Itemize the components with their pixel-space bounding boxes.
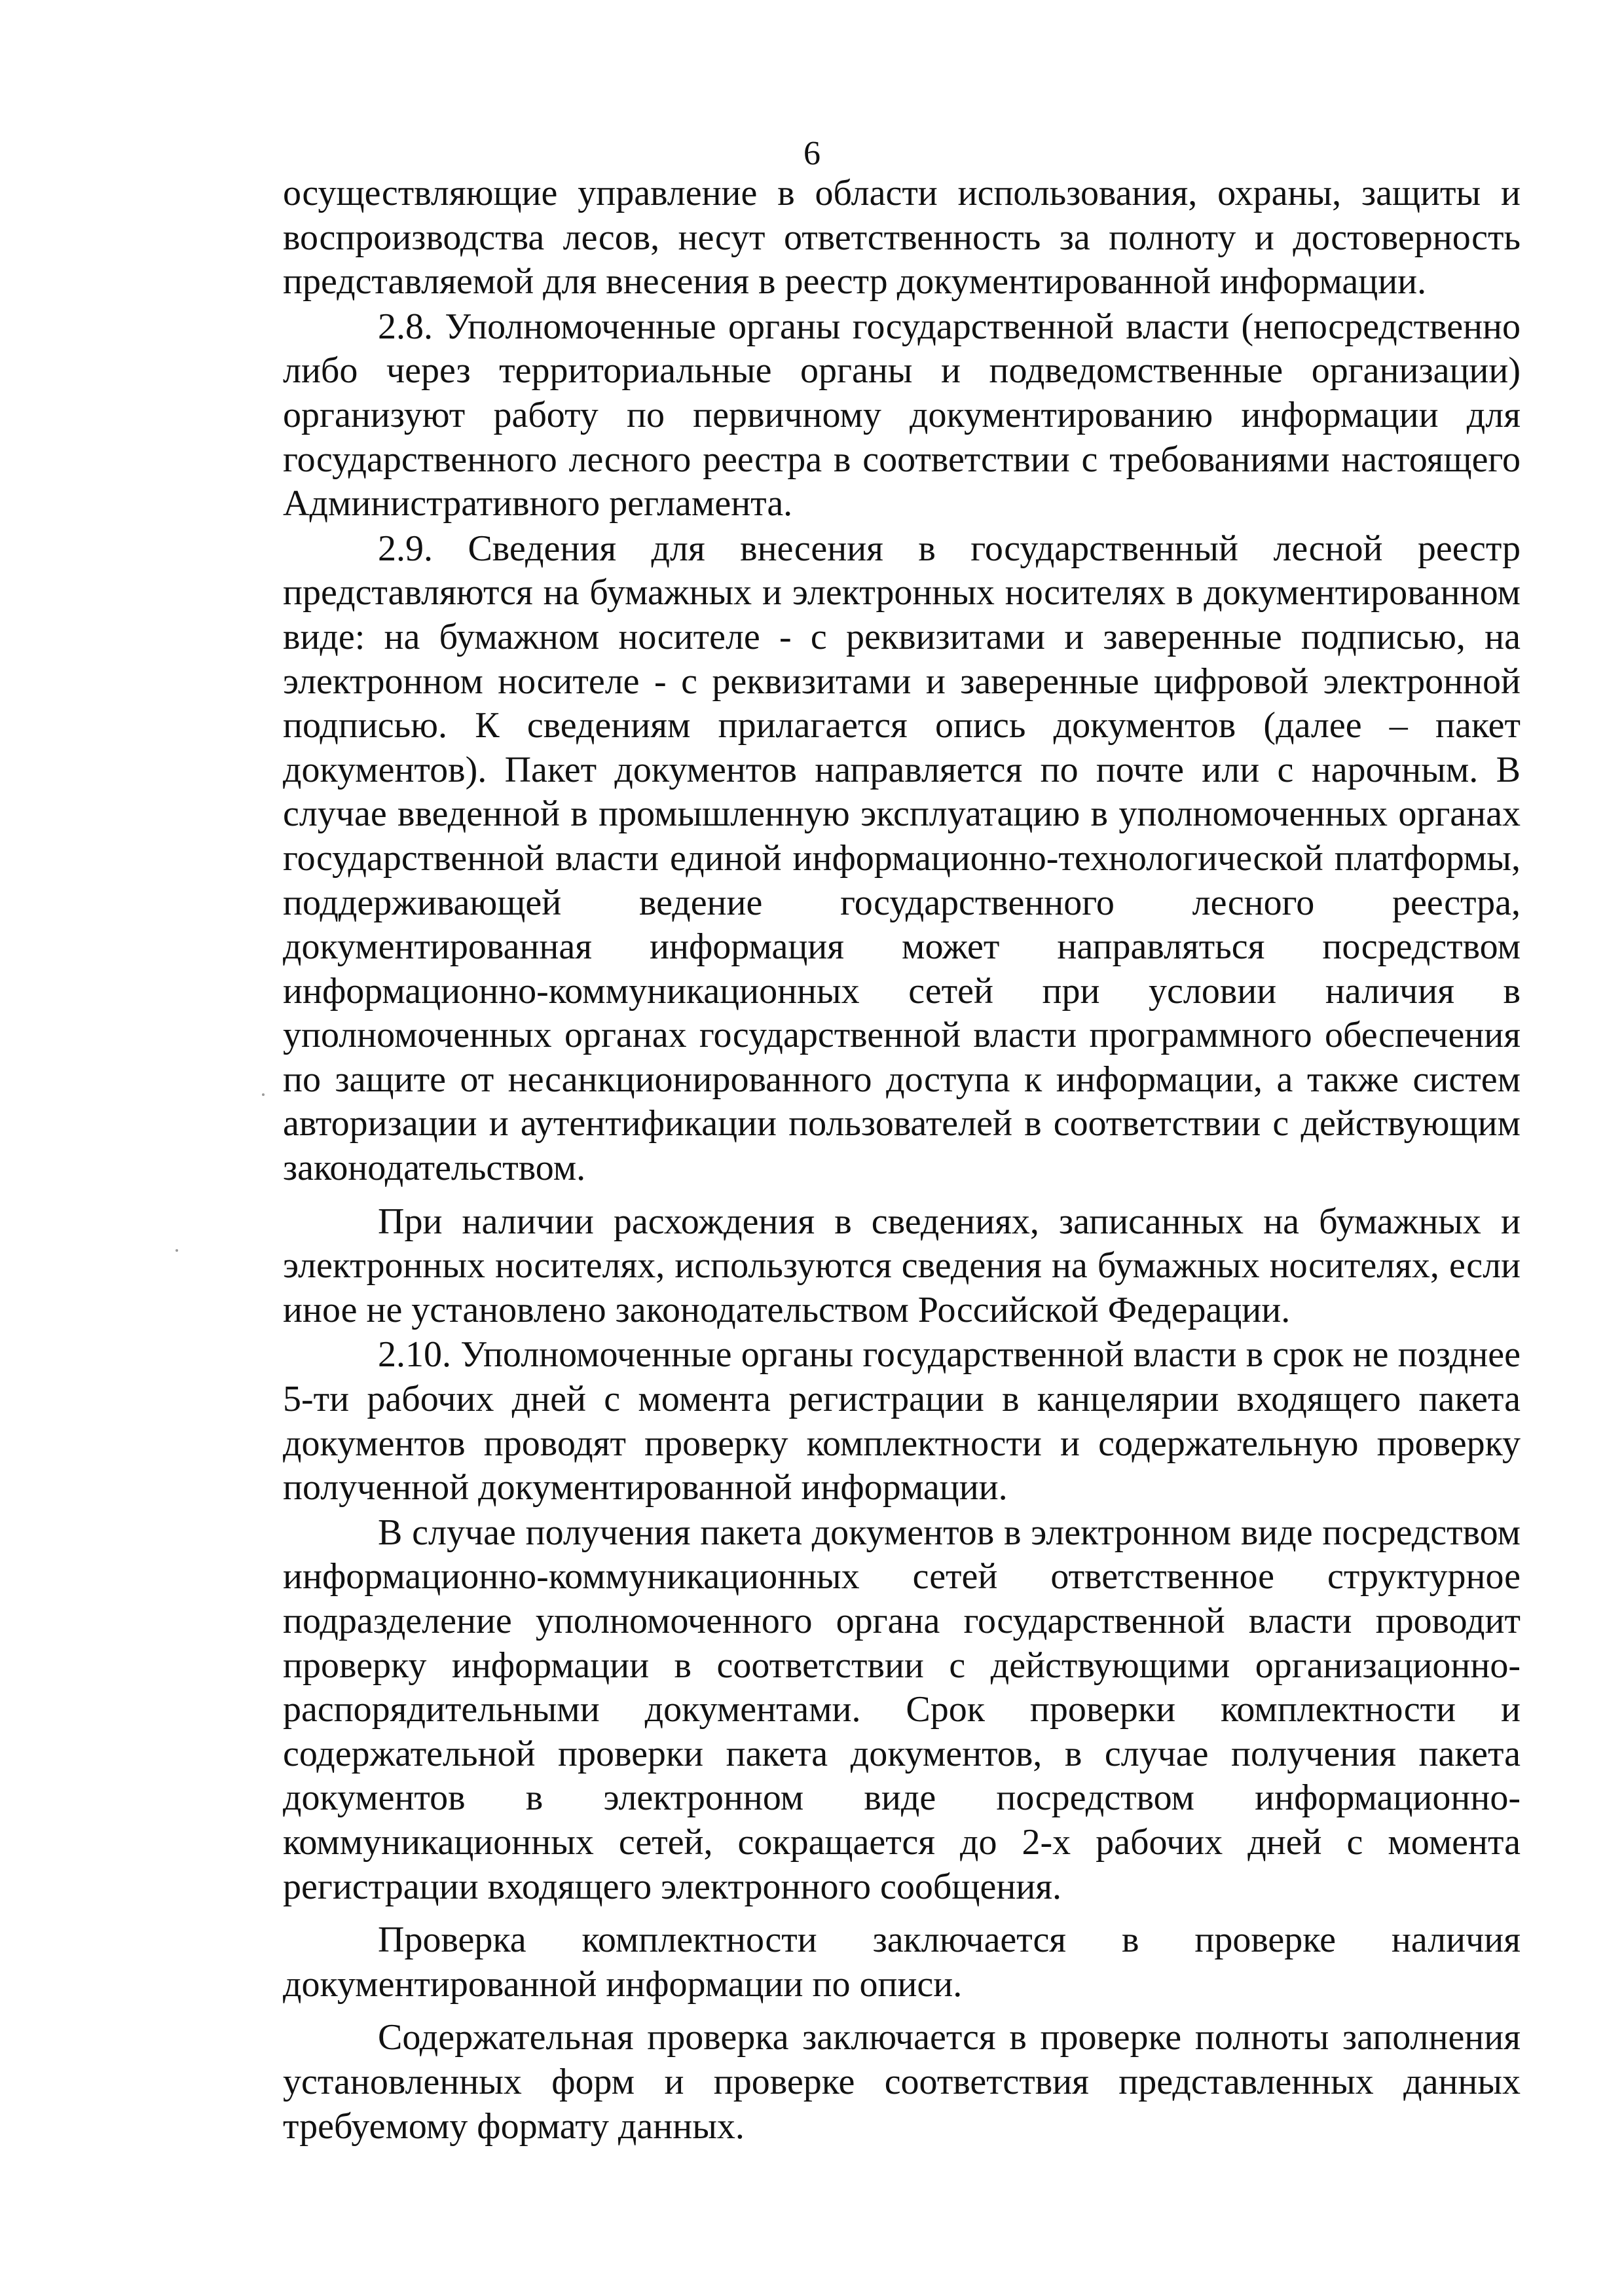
scan-artifact <box>175 1249 178 1252</box>
document-body <box>283 172 1521 2149</box>
paragraph-completeness-check: Проверка комплектности заключается в проверке наличия документированной информации по описи. <box>283 1920 1521 2005</box>
scan-artifact <box>262 1093 265 1096</box>
paragraph-2-10: 2.10. Уполномоченные органы государственной власти в срок не позднее 5-ти рабочих дней с момента регистрации в канцелярии входящего пакета документов проводят проверку комплектности и содержательную проверку полученной документированной информации. <box>283 1334 1521 1508</box>
paragraph-2-9: 2.9. Сведения для внесения в государственный лесной реестр представляются на бумажных и электронных носителях в документированном виде: на бумажном носителе - с реквизитами и заверенные подписью, на электронном носителе - с реквизитами и заверенные цифровой электронной подписью. К сведениям прилагается опись документов (далее – пакет документов). Пакет документов направляется по почте или с нарочным. В случае введенной в промышленную эксплуатацию в уполномоченных органах государственной власти единой информационно-технологической платформы, поддерживающей ведение государственного лесного реестра, документированная информация может направляться посредством информационно-коммуникационных сетей при условии наличия в уполномоченных органах государственной власти программного обеспечения по защите от несанкционированного доступа к информации, а также систем авторизации и аутентификации пользователей в соответствии с действующим законодательством. <box>283 528 1521 1189</box>
paragraph-continuation: осуществляющие управление в области использования, охраны, защиты и воспроизводства лесов, несут ответственность за полноту и достоверность представляемой для внесения в реестр документированной информации. <box>283 173 1521 302</box>
paragraph-electronic-check: В случае получения пакета документов в электронном виде посредством информационно-коммуникационных сетей ответственное структурное подразделение уполномоченного органа государственной власти проводит проверку информации в соответствии с действующими организационно-распорядительными документами. Срок проверки комплектности и содержательной проверки пакета документов, в случае получения пакета документов в электронном виде посредством информационно-коммуникационных сетей, сокращается до 2-х рабочих дней с момента регистрации входящего электронного сообщения. <box>283 1512 1521 1907</box>
paragraph-content-check: Содержательная проверка заключается в проверке полноты заполнения установленных форм и проверке соответствия представленных данных требуемому формату данных. <box>283 2017 1521 2147</box>
page-number: 6 <box>803 135 821 172</box>
paragraph-2-8: 2.8. Уполномоченные органы государственной власти (непосредственно либо через территориальные органы и подведомственные организации) организуют работу по первичному документированию информации для государственного лесного реестра в соответствии с требованиями настоящего Административного регламента. <box>283 306 1521 524</box>
paragraph-discrepancy: При наличии расхождения в сведениях, записанных на бумажных и электронных носителях, используются сведения на бумажных носителях, если иное не установлено законодательством Российской Федерации. <box>283 1201 1521 1330</box>
